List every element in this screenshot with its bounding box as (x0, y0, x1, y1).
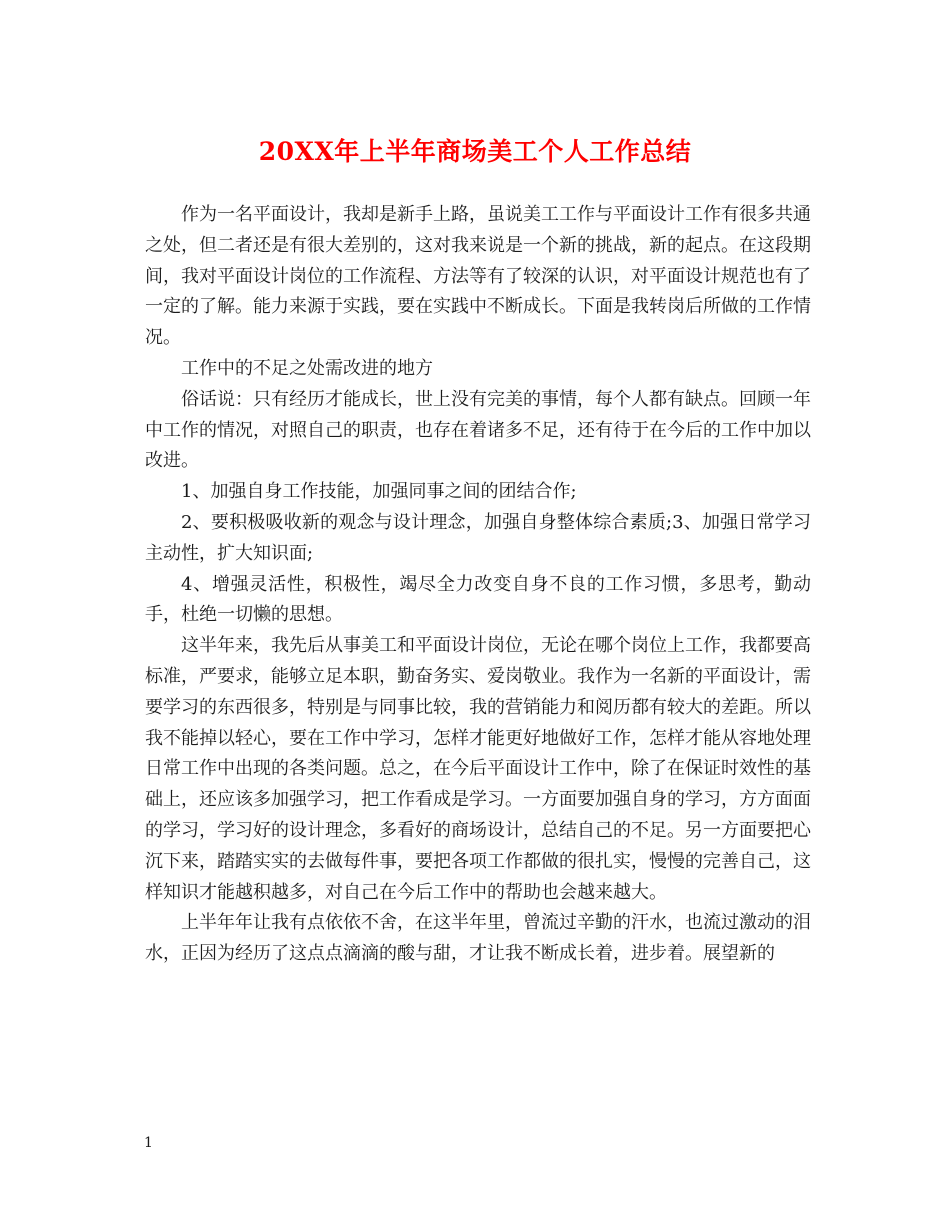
paragraph-item-2-3: 2、要积极吸收新的观念与设计理念，加强自身整体综合素质;3、加强日常学习主动性，扩大知识面; (145, 511, 811, 564)
paragraph-heading-shortcomings: 工作中的不足之处需改进的地方 (181, 357, 433, 379)
paragraph-item-4: 4、增强灵活性，积极性，竭尽全力改变自身不良的工作习惯，多思考，勤动手，杜绝一切懒的思想。 (145, 573, 811, 626)
paragraph-closing: 上半年年让我有点依依不舍，在这半年里，曾流过辛勤的汗水，也流过激动的泪水，正因为经历了这点点滴滴的酸与甜，才让我不断成长着，进步着。展望新的 (145, 912, 811, 965)
document-title: 20XX年上半年商场美工个人工作总结 (258, 137, 692, 166)
page-number: 1 (144, 1135, 153, 1151)
paragraph-item-1: 1、加强自身工作技能，加强同事之间的团结合作; (181, 481, 577, 503)
paragraph-intro: 作为一名平面设计，我却是新手上路，虽说美工工作与平面设计工作有很多共通之处，但二者还是有很大差别的，这对我来说是一个新的挑战，新的起点。在这段期间，我对平面设计岗位的工作流程、方法等有了较深的认识，对平面设计规范也有了一定的了解。能力来源于实践，要在实践中不断成长。下面是我转岗后所做的工作情况。 (145, 204, 811, 349)
document-body (145, 200, 811, 970)
paragraph-half-year: 这半年来，我先后从事美工和平面设计岗位，无论在哪个岗位上工作，我都要高标准，严要求，能够立足本职，勤奋务实、爱岗敬业。我作为一名新的平面设计，需要学习的东西很多，特别是与同事比较，我的营销能力和阅历都有较大的差距。所以我不能掉以轻心，要在工作中学习，怎样才能更好地做好工作，怎样才能从容地处理日常工作中出现的各类问题。总之，在今后平面设计工作中，除了在保证时效性的基础上，还应该多加强学习，把工作看成是学习。一方面要加强自身的学习，方方面面的学习，学习好的设计理念，多看好的商场设计，总结自己的不足。另一方面要把心沉下来，踏踏实实的去做每件事，要把各项工作都做的很扎实，慢慢的完善自己，这样知识才能越积越多，对自己在今后工作中的帮助也会越来越大。 (145, 635, 811, 903)
paragraph-review: 俗话说：只有经历才能成长，世上没有完美的事情，每个人都有缺点。回顾一年中工作的情况，对照自己的职责，也存在着诸多不足，还有待于在今后的工作中加以改进。 (145, 388, 811, 472)
